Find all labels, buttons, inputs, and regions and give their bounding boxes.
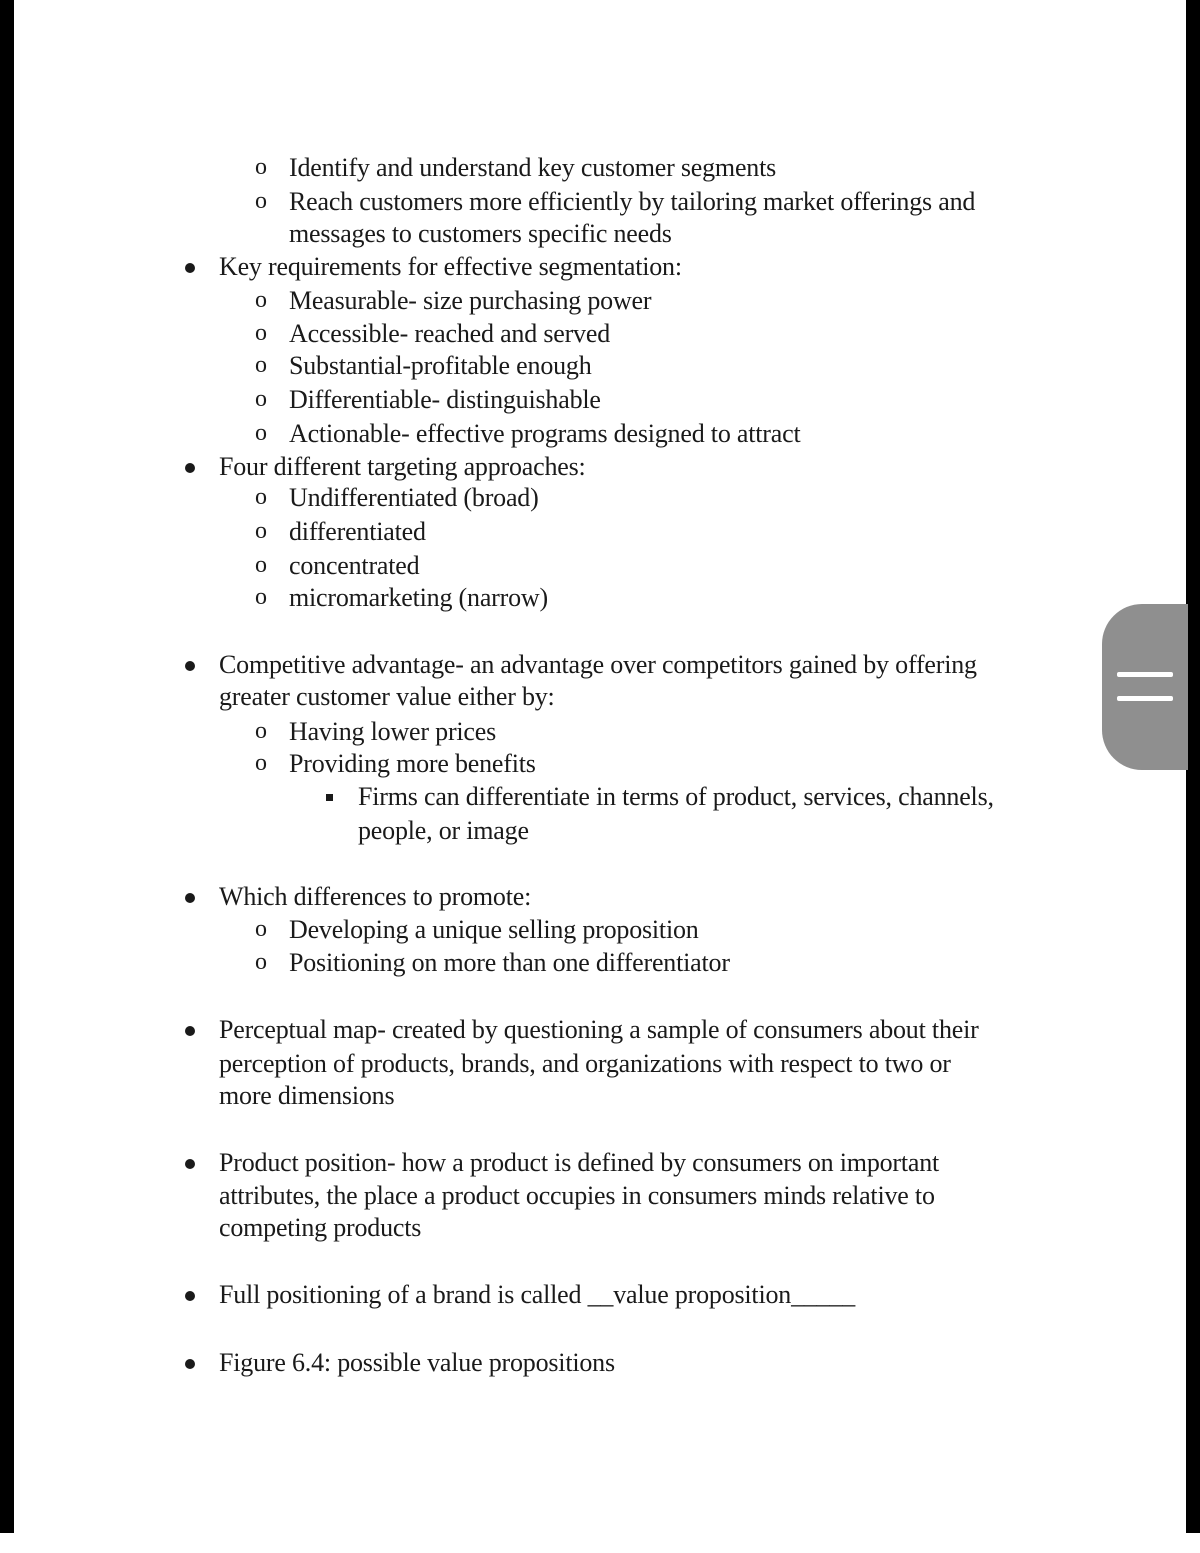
text-line: Developing a unique selling proposition	[289, 915, 699, 944]
hollow-bullet-icon: o	[255, 287, 267, 313]
text-line: Which differences to promote:	[219, 882, 532, 911]
hollow-bullet-icon: o	[255, 188, 267, 214]
hollow-bullet-icon: o	[255, 420, 267, 446]
hollow-bullet-icon: o	[255, 386, 267, 412]
document-page	[14, 0, 1186, 1533]
text-line: Positioning on more than one differentiator	[289, 948, 730, 977]
bullet-icon	[185, 661, 195, 671]
text-line: attributes, the place a product occupies in consumers minds relative to	[219, 1181, 935, 1210]
hollow-bullet-icon: o	[255, 484, 267, 510]
text-line: Identify and understand key customer segments	[289, 153, 777, 182]
text-line: Substantial-profitable enough	[289, 351, 592, 380]
grip-line-top	[1117, 672, 1173, 677]
square-bullet-icon	[326, 794, 333, 801]
text-line: Reach customers more efficiently by tailoring market offerings and	[289, 187, 976, 216]
text-line: Figure 6.4: possible value propositions	[219, 1348, 615, 1377]
grip-line-bottom	[1117, 696, 1173, 701]
hollow-bullet-icon: o	[255, 584, 267, 610]
text-line: Measurable- size purchasing power	[289, 286, 652, 315]
bullet-icon	[185, 1159, 195, 1169]
bullet-icon	[185, 1291, 195, 1301]
bullet-icon	[185, 263, 195, 273]
text-line: Four different targeting approaches:	[219, 452, 586, 481]
text-line: more dimensions	[219, 1081, 395, 1110]
text-line: differentiated	[289, 517, 426, 546]
text-line: Accessible- reached and served	[289, 319, 610, 348]
hollow-bullet-icon: o	[255, 949, 267, 975]
text-line: Having lower prices	[289, 717, 497, 746]
text-line: Full positioning of a brand is called __value proposition_____	[219, 1280, 856, 1309]
drag-handle-icon[interactable]	[1102, 604, 1188, 770]
text-line: greater customer value either by:	[219, 682, 555, 711]
text-line: messages to customers specific needs	[289, 219, 672, 248]
text-line: micromarketing (narrow)	[289, 583, 548, 612]
text-line: Differentiable- distinguishable	[289, 385, 601, 414]
text-line: Perceptual map- created by questioning a sample of consumers about their	[219, 1015, 979, 1044]
hollow-bullet-icon: o	[255, 320, 267, 346]
text-line: Undifferentiated (broad)	[289, 483, 539, 512]
bullet-icon	[185, 893, 195, 903]
hollow-bullet-icon: o	[255, 916, 267, 942]
text-line: perception of products, brands, and organizations with respect to two or	[219, 1049, 951, 1078]
bottom-margin	[0, 1533, 1200, 1553]
text-line: competing products	[219, 1213, 422, 1242]
bullet-icon	[185, 1359, 195, 1369]
bullet-icon	[185, 1026, 195, 1036]
text-line: Firms can differentiate in terms of product, services, channels,	[358, 782, 994, 811]
text-line: people, or image	[358, 816, 529, 845]
text-line: concentrated	[289, 551, 420, 580]
hollow-bullet-icon: o	[255, 718, 267, 744]
text-line: Providing more benefits	[289, 749, 536, 778]
text-line: Actionable- effective programs designed to attract	[289, 419, 801, 448]
hollow-bullet-icon: o	[255, 518, 267, 544]
hollow-bullet-icon: o	[255, 352, 267, 378]
text-line: Competitive advantage- an advantage over competitors gained by offering	[219, 650, 977, 679]
hollow-bullet-icon: o	[255, 750, 267, 776]
text-line: Key requirements for effective segmentation:	[219, 252, 682, 281]
left-edge-border	[0, 0, 14, 1533]
hollow-bullet-icon: o	[255, 154, 267, 180]
hollow-bullet-icon: o	[255, 552, 267, 578]
text-line: Product position- how a product is defined by consumers on important	[219, 1148, 940, 1177]
bullet-icon	[185, 463, 195, 473]
right-edge-border	[1186, 0, 1200, 1533]
